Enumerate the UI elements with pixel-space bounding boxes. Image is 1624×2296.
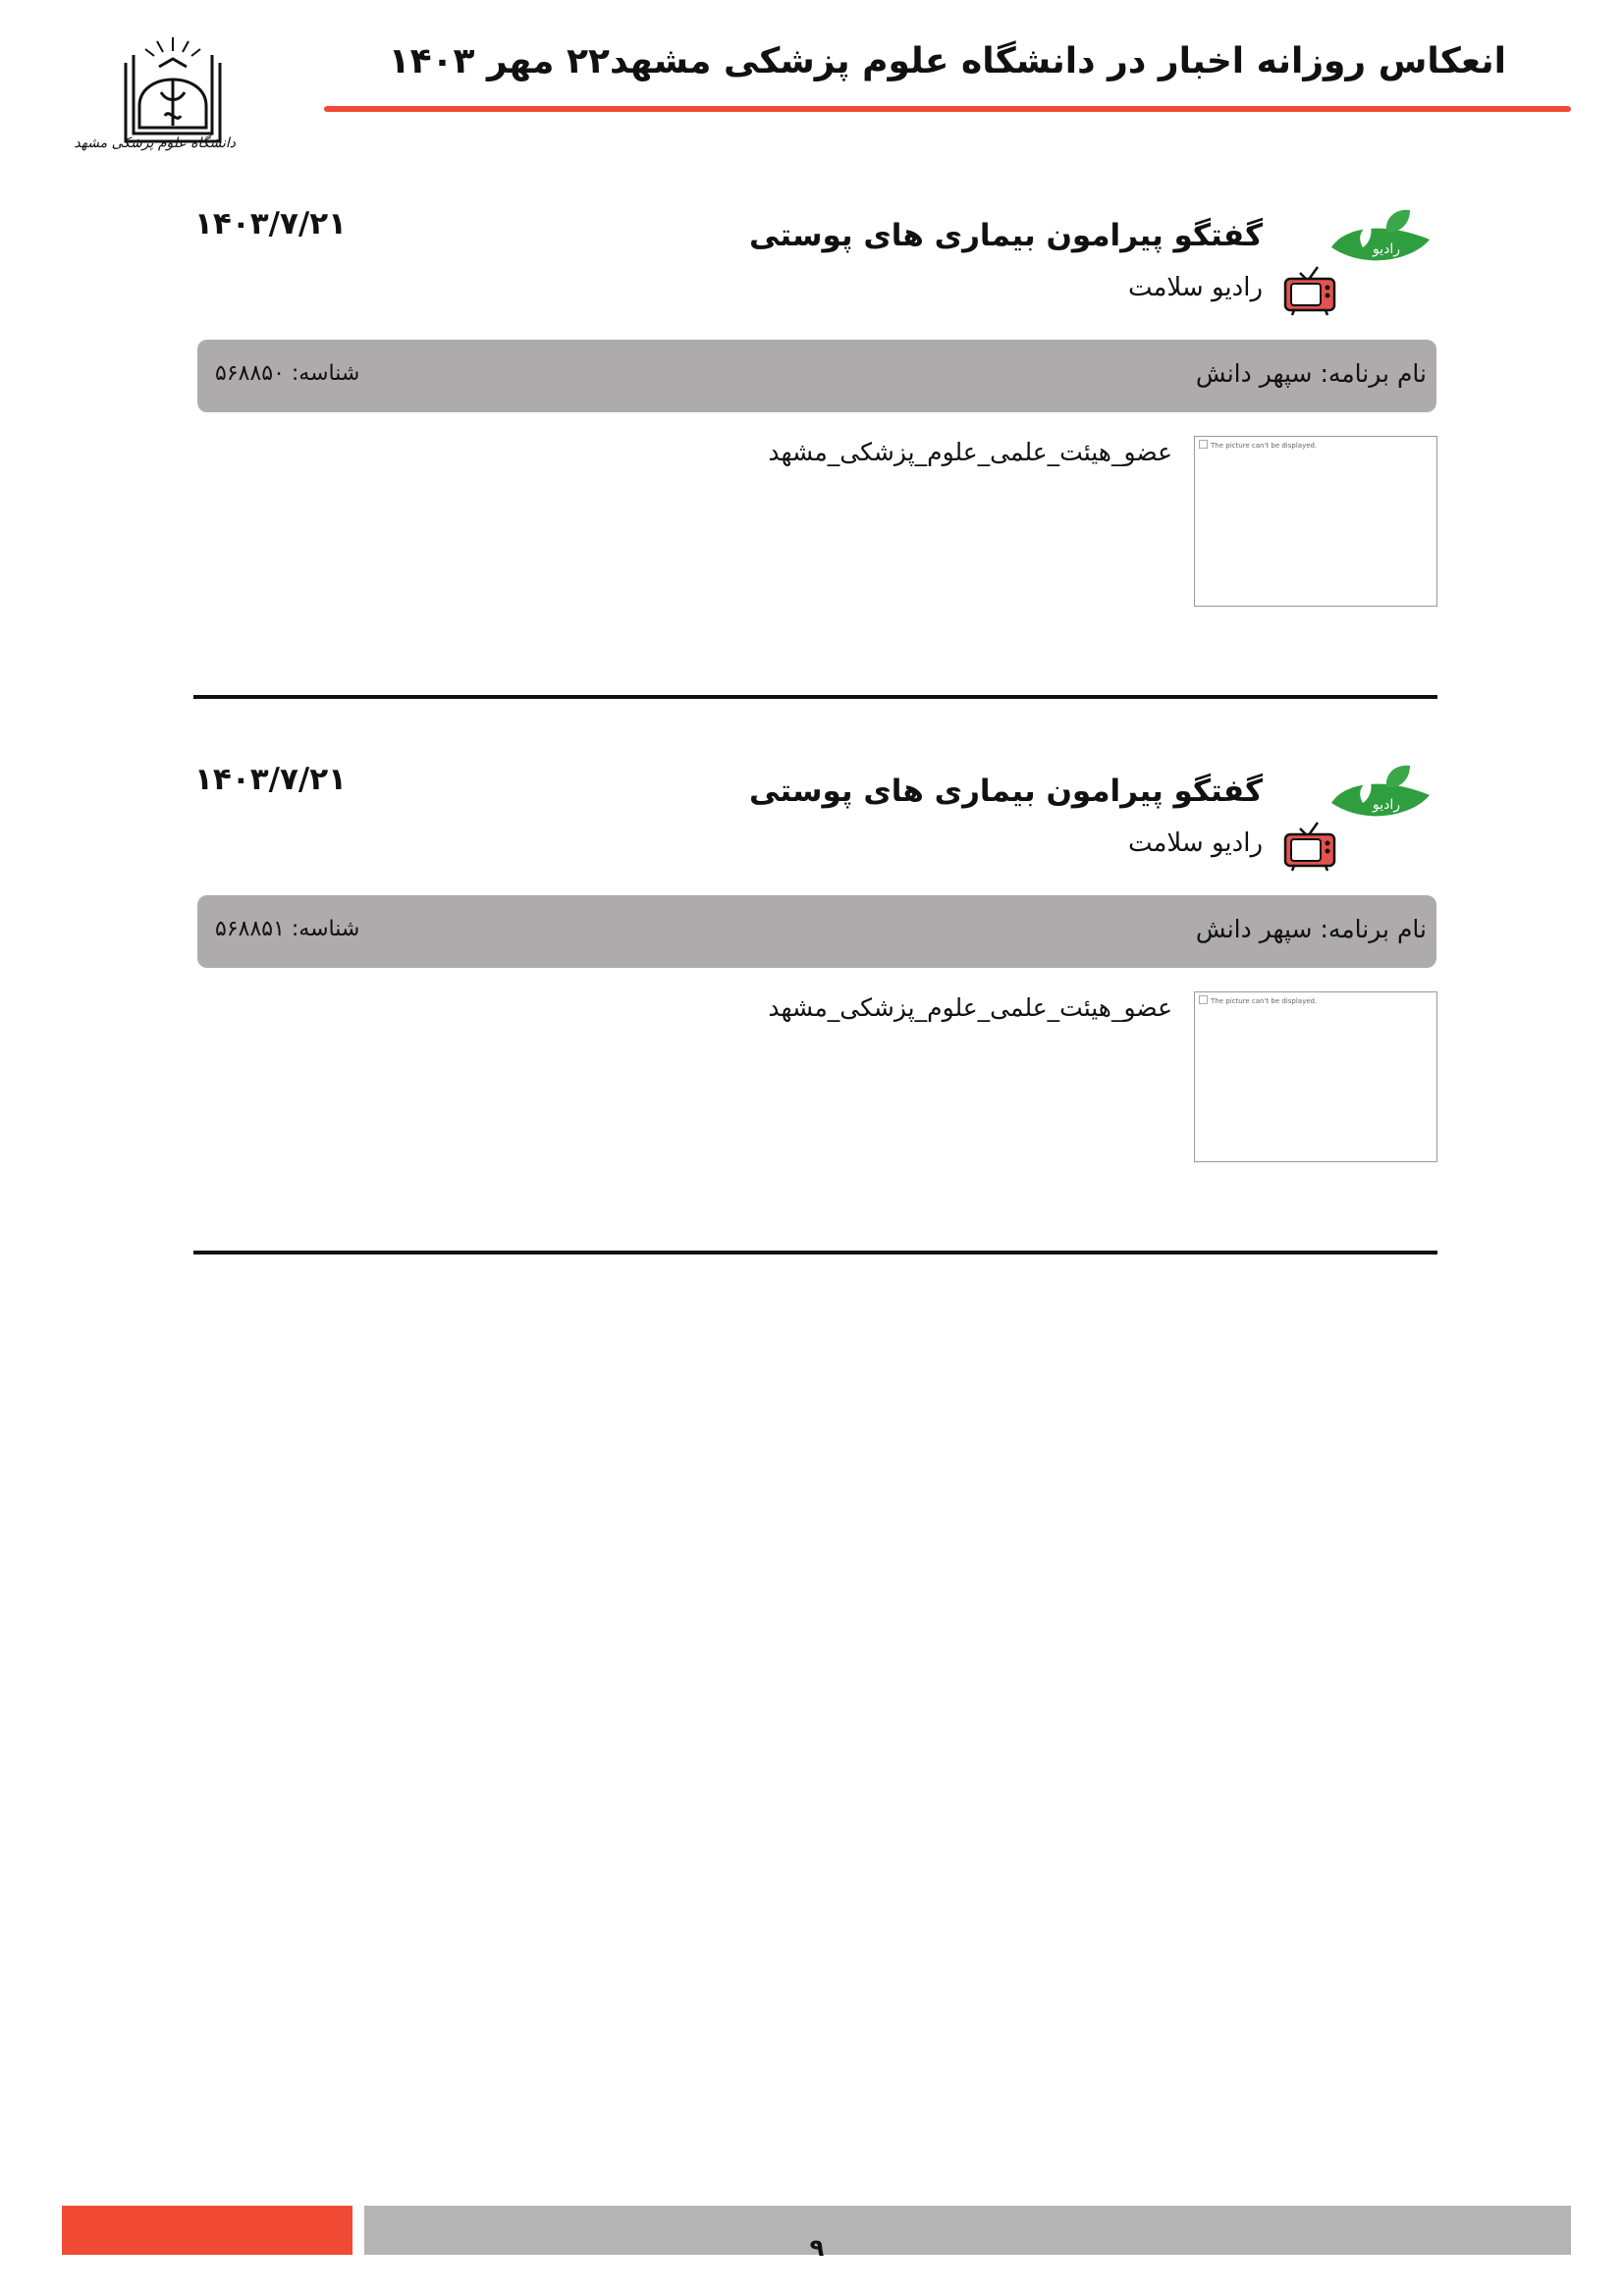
tv-icon [1282, 261, 1337, 316]
broken-image-icon: The picture can't be displayed. [1199, 995, 1317, 1005]
news-source: رادیو سلامت [1127, 273, 1263, 302]
page-number: ۹ [809, 2234, 825, 2262]
news-thumbnail [1194, 436, 1437, 607]
news-title: گفتگو پیرامون بیماری های پوستی [748, 218, 1263, 253]
program-name: نام برنامه: سپهر دانش [1195, 915, 1427, 943]
news-source: رادیو سلامت [1127, 828, 1263, 858]
news-id: شناسه: ۵۶۸۸۵۱ [215, 917, 360, 941]
news-date: ۱۴۰۳/۷/۲۱ [194, 206, 348, 241]
news-id: شناسه: ۵۶۸۸۵۰ [215, 361, 360, 386]
news-thumbnail [1194, 991, 1437, 1162]
logo-caption: دانشگاه علوم پزشکی مشهد [74, 135, 236, 151]
footer-bar [364, 2206, 1571, 2255]
broken-image-icon: The picture can't be displayed. [1199, 440, 1317, 450]
page-title: انعکاس روزانه اخبار در دانشگاه علوم پزشکی مشهد۲۲ مهر ۱۴۰۳ [388, 41, 1506, 81]
header-rule [324, 106, 1571, 112]
item-divider [193, 695, 1437, 699]
radio-salamat-logo-icon [1327, 208, 1435, 273]
footer-accent-bar [62, 2206, 352, 2255]
program-info-bar [197, 340, 1436, 412]
news-title: گفتگو پیرامون بیماری های پوستی [748, 774, 1263, 809]
item-divider [193, 1251, 1437, 1255]
radio-logo-text: رادیو [1372, 797, 1401, 813]
tv-icon [1282, 817, 1337, 872]
news-item [0, 762, 1624, 1323]
news-description: عضو_هیئت_علمی_علوم_پزشکی_مشهد [768, 438, 1172, 466]
radio-logo-text: رادیو [1372, 241, 1401, 257]
program-info-bar [197, 895, 1436, 968]
radio-salamat-logo-icon [1327, 764, 1435, 828]
news-description: عضو_هیئت_علمی_علوم_پزشکی_مشهد [768, 993, 1172, 1022]
news-item [0, 206, 1624, 768]
news-date: ۱۴۰۳/۷/۲۱ [194, 762, 348, 797]
program-name: نام برنامه: سپهر دانش [1195, 359, 1427, 388]
